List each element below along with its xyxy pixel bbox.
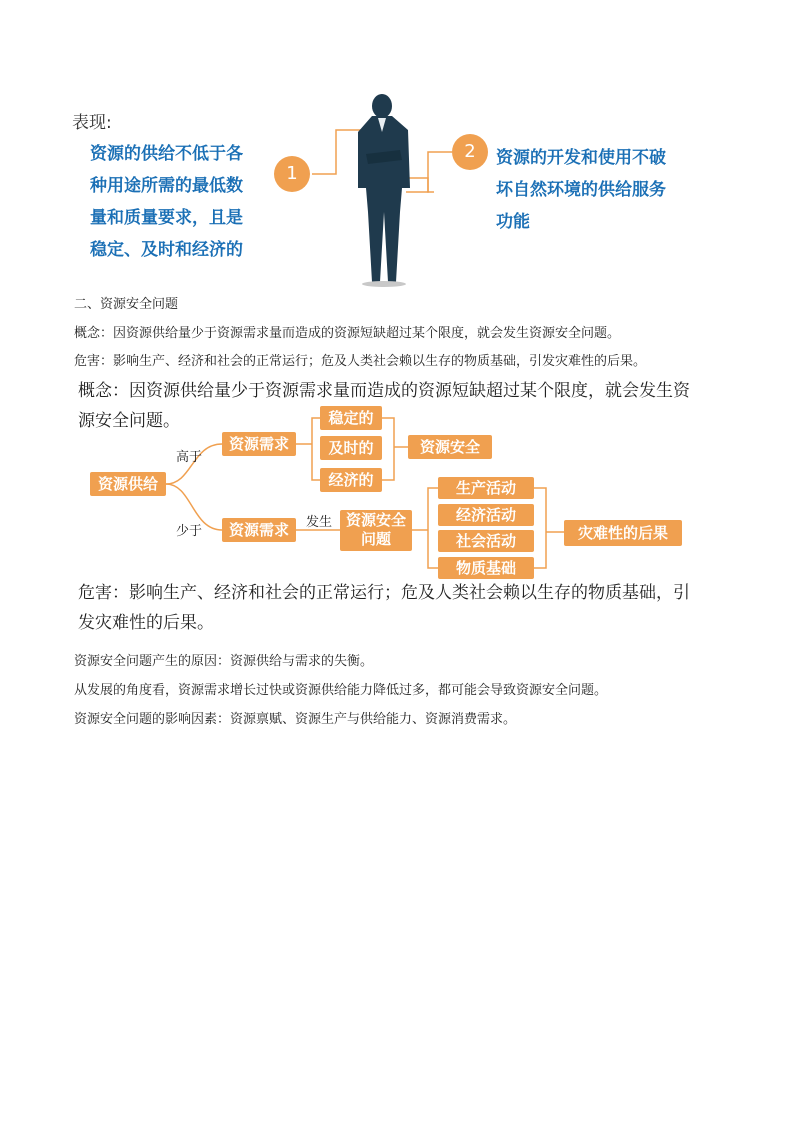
lower-label: 少于	[176, 524, 203, 539]
section-title: 二、资源安全问题	[74, 297, 179, 312]
demand-bottom-box: 资源需求	[222, 518, 296, 542]
performance-label: 表现:	[72, 113, 112, 133]
left-line-1: 资源的供给不低于各	[90, 144, 243, 164]
problem-line-2: 问题	[360, 530, 391, 548]
performance-right-text	[496, 142, 696, 238]
badge-2: 2	[452, 134, 488, 170]
diagram-harm-line-1: 危害：影响生产、经济和社会的正常运行；危及人类社会赖以生存的物质基础，引	[78, 583, 690, 603]
left-line-3: 量和质量要求，且是	[90, 208, 243, 228]
demand-top-box: 资源需求	[222, 432, 296, 456]
society-box: 社会活动	[438, 530, 534, 552]
economy-box: 经济活动	[438, 504, 534, 526]
stable-box: 稳定的	[320, 406, 382, 430]
timely-box: 及时的	[320, 436, 382, 460]
higher-label: 高于	[176, 450, 203, 465]
right-line-3: 功能	[496, 212, 530, 232]
right-line-2: 坏自然环境的供给服务	[496, 180, 666, 200]
development-line: 从发展的角度看，资源需求增长过快或资源供给能力降低过多，都可能会导致资源安全问题。	[74, 683, 608, 698]
resource-security-diagram	[72, 372, 722, 636]
supply-box: 资源供给	[90, 472, 166, 496]
diagram-concept-line-1: 概念：因资源供给量少于资源需求量而造成的资源短缺超过某个限度，就会发生资	[78, 381, 690, 401]
cause-line: 资源安全问题产生的原因：资源供给与需求的失衡。	[74, 654, 374, 669]
diagram-harm-line-2: 发灾难性的后果。	[78, 613, 214, 633]
badge-1: 1	[274, 156, 310, 192]
material-box: 物质基础	[438, 557, 534, 579]
concept-line: 概念：因资源供给量少于资源需求量而造成的资源短缺超过某个限度，就会发生资源安全问题。	[74, 326, 621, 341]
production-box: 生产活动	[438, 477, 534, 499]
security-box: 资源安全	[408, 435, 492, 459]
businessman-silhouette-icon	[344, 92, 424, 288]
left-line-2: 种用途所需的最低数	[90, 176, 243, 196]
problem-box	[340, 510, 412, 551]
economic-box: 经济的	[320, 468, 382, 492]
left-line-4: 稳定、及时和经济的	[90, 240, 243, 260]
disaster-box: 灾难性的后果	[564, 520, 682, 546]
occur-label: 发生	[306, 515, 333, 530]
problem-line-1: 资源安全	[345, 511, 406, 529]
performance-figure	[60, 88, 724, 292]
right-line-1: 资源的开发和使用不破	[496, 148, 666, 168]
factors-line: 资源安全问题的影响因素：资源禀赋、资源生产与供给能力、资源消费需求。	[74, 712, 517, 727]
harm-line: 危害：影响生产、经济和社会的正常运行；危及人类社会赖以生存的物质基础，引发灾难性的后果。	[74, 354, 647, 369]
diagram-concept-line-2: 源安全问题。	[78, 411, 180, 431]
